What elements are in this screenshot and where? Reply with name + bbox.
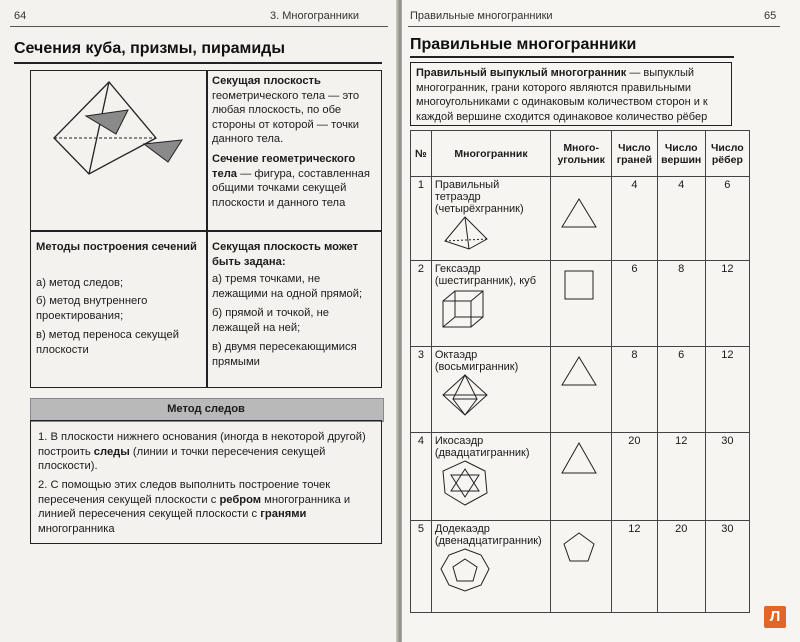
header-rule	[408, 26, 780, 27]
table-row	[411, 261, 750, 347]
methods-title: Методы построения сечений	[36, 241, 197, 253]
page-title-right: Правильные многогранники	[410, 36, 637, 53]
col-header: №	[411, 131, 432, 177]
method-item: в) метод переноса секущей плоскости	[36, 329, 179, 356]
intro-text: — выпуклый многогранник, грани которого являются правильными многоугольниками с одинаковым количеством сторон и к каждой вершине сходится одинаковое количество рёбер	[416, 67, 708, 123]
polygon-cell	[551, 521, 612, 613]
dodecahedron-icon	[435, 547, 495, 593]
step-term: гранями	[260, 508, 307, 521]
polyhedron-cell	[431, 261, 550, 347]
polyhedron-cell	[431, 521, 550, 613]
left-page	[0, 0, 398, 642]
row-number: 2	[411, 261, 432, 347]
publisher-logo-icon: Л	[764, 606, 786, 628]
vertices-cell: 6	[657, 347, 705, 433]
col-header: Многогранник	[431, 131, 550, 177]
triangle-icon	[554, 435, 604, 495]
icosahedron-icon	[435, 459, 495, 507]
col-header: Число граней	[612, 131, 658, 177]
box-divider-h	[30, 230, 382, 232]
edges-cell: 6	[705, 177, 749, 261]
traces-step-1	[38, 430, 376, 474]
plane-way: а) тремя точками, не лежащими на одной прямой;	[212, 273, 363, 300]
def-section-text: — фигура, составленная общими точками секущей плоскости и данного тела	[212, 167, 370, 209]
edges-cell: 30	[705, 521, 749, 613]
step-term: следы	[93, 445, 130, 458]
tetrahedron-icon	[435, 215, 495, 253]
step-text: 1. В плоскости нижнего основания (иногда в некоторой другой) построить	[38, 431, 366, 458]
traces-title: Метод следов	[167, 403, 245, 415]
row-number: 1	[411, 177, 432, 261]
running-header-left: 3. Многогранники	[270, 10, 359, 22]
right-page	[402, 0, 800, 642]
page-number-right: 65	[764, 10, 777, 22]
vertices-cell: 20	[657, 521, 705, 613]
vertices-cell: 8	[657, 261, 705, 347]
method-item: а) метод следов;	[36, 277, 124, 289]
polygon-cell	[551, 261, 612, 347]
faces-cell: 4	[612, 177, 658, 261]
def-section	[212, 152, 378, 210]
row-number: 5	[411, 521, 432, 613]
page-number-left: 64	[14, 10, 27, 22]
cube-icon	[435, 287, 495, 331]
octahedron-icon	[435, 373, 495, 417]
edges-cell: 30	[705, 433, 749, 521]
row-number: 4	[411, 433, 432, 521]
square-icon	[554, 263, 604, 323]
table-row	[411, 433, 750, 521]
polygon-cell	[551, 433, 612, 521]
polyhedron-name: Октаэдр (восьмигранник)	[434, 349, 519, 373]
row-number: 3	[411, 347, 432, 433]
col-header: Много-угольник	[551, 131, 612, 177]
polyhedra-table	[410, 130, 750, 613]
edges-cell: 12	[705, 347, 749, 433]
triangle-icon	[554, 349, 604, 409]
intro-definition	[416, 66, 728, 124]
title-rule	[14, 62, 382, 64]
pyramid-section-icon	[54, 82, 182, 174]
step-text: многогранника	[38, 522, 115, 535]
vertices-cell: 4	[657, 177, 705, 261]
intro-term: Правильный выпуклый многогранник	[416, 67, 627, 79]
polygon-cell	[551, 177, 612, 261]
edges-cell: 12	[705, 261, 749, 347]
polyhedron-name: Икосаэдр (двадцатигранник)	[434, 435, 530, 459]
title-rule	[410, 56, 734, 58]
step-text: 2. С помощью этих следов выполнить построение точек пересечения секущей плоскости с	[38, 479, 331, 506]
def-cutting-plane-text: геометрического тела — это любая плоскость, по обе стороны от которой — точки данного тела.	[212, 89, 360, 146]
box-divider-v	[206, 70, 208, 388]
vertices-cell: 12	[657, 433, 705, 521]
page-title-left: Сечения куба, призмы, пирамиды	[14, 40, 285, 57]
def-cutting-plane	[212, 74, 378, 147]
faces-cell: 8	[612, 347, 658, 433]
faces-cell: 12	[612, 521, 658, 613]
def-section-term: Сечение геометрического тела	[212, 153, 356, 180]
step-text: (линии и точки пересечения секущей плоскости).	[38, 445, 326, 473]
header-rule	[10, 26, 388, 27]
def-cutting-plane-term: Секущая плоскость	[212, 75, 321, 87]
polyhedron-cell	[431, 433, 550, 521]
polyhedron-name: Правильный тетраэдр (четырёхгранник)	[434, 179, 524, 215]
plane-way: в) двумя пересекающимися прямыми	[212, 341, 357, 368]
polyhedron-name: Додекаэдр (двенадцатигранник)	[434, 523, 542, 547]
faces-cell: 6	[612, 261, 658, 347]
table-header-row	[411, 131, 750, 177]
running-header-right: Правильные многогранники	[410, 10, 553, 22]
col-header: Число рёбер	[705, 131, 749, 177]
polygon-cell	[551, 347, 612, 433]
plane-title: Секущая плоскость может быть задана:	[212, 241, 359, 268]
pentagon-icon	[554, 523, 604, 583]
polyhedron-name: Гексаэдр (шестигранник), куб	[434, 263, 537, 287]
plane-way: б) прямой и точкой, не лежащей на ней;	[212, 307, 329, 334]
col-header: Число вершин	[657, 131, 705, 177]
step-term: ребром	[219, 493, 262, 506]
polyhedron-cell	[431, 347, 550, 433]
triangle-icon	[554, 179, 604, 249]
table-row	[411, 177, 750, 261]
polyhedron-cell	[431, 177, 550, 261]
pyramid-section-figure	[34, 76, 204, 226]
faces-cell: 20	[612, 433, 658, 521]
step-text: многогранника и линией пересечения секущей плоскости с	[38, 493, 351, 521]
method-item: б) метод внутреннего проектирования;	[36, 295, 148, 322]
traces-step-2	[38, 478, 376, 536]
table-row	[411, 347, 750, 433]
table-row	[411, 521, 750, 613]
